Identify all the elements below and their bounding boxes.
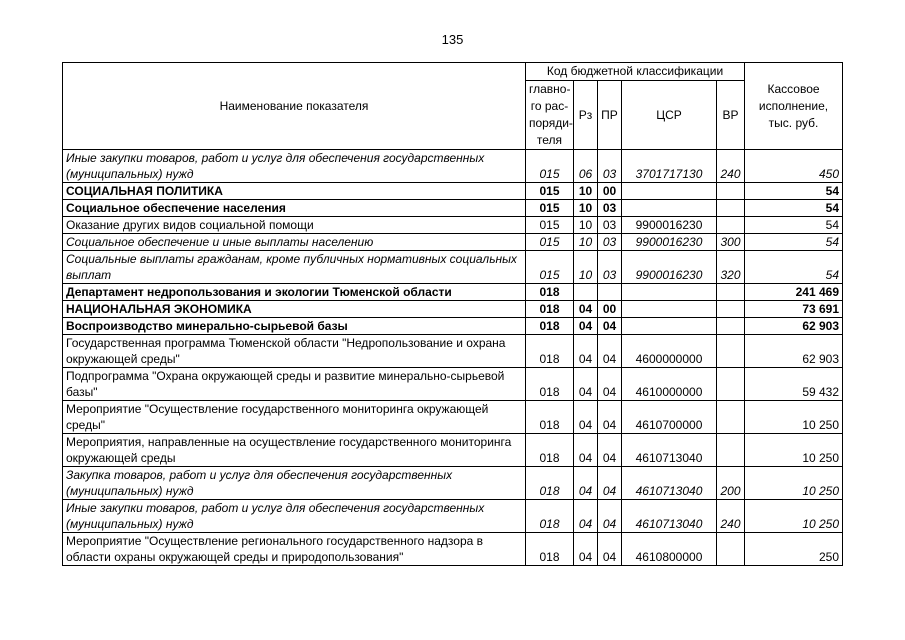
header-code-group: Код бюджетной классификации	[526, 63, 745, 81]
cell-csr: 4610700000	[622, 401, 717, 434]
cell-csr: 4610000000	[622, 368, 717, 401]
cell-csr: 9900016230	[622, 234, 717, 251]
cell-amount: 73 691	[745, 301, 843, 318]
cell-name: Социальное обеспечение и иные выплаты населению	[63, 234, 526, 251]
cell-name: СОЦИАЛЬНАЯ ПОЛИТИКА	[63, 183, 526, 200]
cell-rz: 04	[574, 533, 598, 566]
cell-glav: 018	[526, 401, 574, 434]
cell-name: Мероприятие "Осуществление регионального государственного надзора в области охраны окружающей среды и природопользования"	[63, 533, 526, 566]
cell-vr	[717, 200, 745, 217]
cell-glav: 018	[526, 301, 574, 318]
cell-pr: 04	[598, 467, 622, 500]
cell-amount: 10 250	[745, 500, 843, 533]
cell-glav: 018	[526, 335, 574, 368]
header-amount: Кассовое исполнение, тыс. руб.	[745, 63, 843, 150]
cell-csr: 4610713040	[622, 500, 717, 533]
cell-rz: 04	[574, 368, 598, 401]
cell-rz: 10	[574, 217, 598, 234]
table-row	[63, 401, 843, 434]
cell-pr: 04	[598, 500, 622, 533]
cell-glav: 015	[526, 150, 574, 183]
cell-amount: 241 469	[745, 284, 843, 301]
cell-amount: 59 432	[745, 368, 843, 401]
table-row	[63, 368, 843, 401]
table-row	[63, 200, 843, 217]
cell-csr	[622, 284, 717, 301]
cell-pr	[598, 284, 622, 301]
table-row	[63, 284, 843, 301]
header-rz: Рз	[574, 81, 598, 150]
cell-rz: 10	[574, 251, 598, 284]
cell-glav: 018	[526, 284, 574, 301]
cell-name: Подпрограмма "Охрана окружающей среды и развитие минерально-сырьевой базы"	[63, 368, 526, 401]
cell-pr: 04	[598, 368, 622, 401]
cell-vr	[717, 318, 745, 335]
cell-name: НАЦИОНАЛЬНАЯ ЭКОНОМИКА	[63, 301, 526, 318]
table-row	[63, 301, 843, 318]
cell-glav: 018	[526, 467, 574, 500]
table-row	[63, 335, 843, 368]
cell-pr: 03	[598, 251, 622, 284]
cell-vr: 240	[717, 500, 745, 533]
cell-amount: 10 250	[745, 467, 843, 500]
cell-rz	[574, 284, 598, 301]
cell-glav: 018	[526, 318, 574, 335]
cell-vr: 320	[717, 251, 745, 284]
cell-csr: 4610713040	[622, 467, 717, 500]
table-row	[63, 467, 843, 500]
cell-amount: 250	[745, 533, 843, 566]
cell-pr: 03	[598, 234, 622, 251]
cell-name: Оказание других видов социальной помощи	[63, 217, 526, 234]
cell-vr	[717, 217, 745, 234]
cell-name: Иные закупки товаров, работ и услуг для обеспечения государственных (муниципальных) нужд	[63, 150, 526, 183]
cell-pr: 04	[598, 401, 622, 434]
table-header	[63, 63, 843, 150]
cell-csr	[622, 183, 717, 200]
cell-glav: 015	[526, 183, 574, 200]
cell-pr: 04	[598, 335, 622, 368]
cell-rz: 10	[574, 200, 598, 217]
cell-pr: 03	[598, 217, 622, 234]
cell-amount: 62 903	[745, 318, 843, 335]
cell-name: Государственная программа Тюменской области "Недропользование и охрана окружающей среды"	[63, 335, 526, 368]
cell-vr	[717, 434, 745, 467]
cell-glav: 015	[526, 217, 574, 234]
cell-amount: 450	[745, 150, 843, 183]
header-vr: ВР	[717, 81, 745, 150]
cell-rz: 04	[574, 318, 598, 335]
page-number: 135	[441, 32, 464, 47]
table-row	[63, 533, 843, 566]
cell-amount: 54	[745, 234, 843, 251]
budget-table	[62, 62, 843, 566]
cell-amount: 54	[745, 251, 843, 284]
cell-rz: 10	[574, 183, 598, 200]
cell-rz: 04	[574, 401, 598, 434]
cell-vr	[717, 301, 745, 318]
table-row	[63, 217, 843, 234]
cell-pr: 04	[598, 434, 622, 467]
cell-glav: 018	[526, 434, 574, 467]
cell-csr: 9900016230	[622, 217, 717, 234]
cell-csr	[622, 301, 717, 318]
cell-name: Закупка товаров, работ и услуг для обеспечения государственных (муниципальных) нужд	[63, 467, 526, 500]
cell-pr: 03	[598, 150, 622, 183]
cell-vr: 200	[717, 467, 745, 500]
cell-pr: 04	[598, 318, 622, 335]
cell-vr	[717, 183, 745, 200]
cell-name: Воспроизводство минерально-сырьевой базы	[63, 318, 526, 335]
table-row	[63, 434, 843, 467]
cell-vr	[717, 284, 745, 301]
cell-name: Социальные выплаты гражданам, кроме публичных нормативных социальных выплат	[63, 251, 526, 284]
cell-rz: 04	[574, 301, 598, 318]
cell-pr: 00	[598, 301, 622, 318]
cell-amount: 54	[745, 200, 843, 217]
table-row	[63, 500, 843, 533]
cell-amount: 10 250	[745, 401, 843, 434]
table-row	[63, 251, 843, 284]
cell-amount: 62 903	[745, 335, 843, 368]
cell-rz: 04	[574, 434, 598, 467]
cell-name: Иные закупки товаров, работ и услуг для обеспечения государственных (муниципальных) нужд	[63, 500, 526, 533]
cell-amount: 54	[745, 183, 843, 200]
cell-rz: 10	[574, 234, 598, 251]
cell-name: Социальное обеспечение населения	[63, 200, 526, 217]
cell-glav: 018	[526, 368, 574, 401]
cell-vr	[717, 533, 745, 566]
cell-csr: 4610800000	[622, 533, 717, 566]
cell-rz: 04	[574, 500, 598, 533]
cell-vr	[717, 368, 745, 401]
table-body	[63, 150, 843, 566]
cell-vr	[717, 335, 745, 368]
cell-csr	[622, 200, 717, 217]
cell-name: Департамент недропользования и экологии Тюменской области	[63, 284, 526, 301]
cell-name: Мероприятие "Осуществление государственного мониторинга окружающей среды"	[63, 401, 526, 434]
cell-glav: 015	[526, 251, 574, 284]
cell-vr: 300	[717, 234, 745, 251]
cell-amount: 10 250	[745, 434, 843, 467]
cell-vr: 240	[717, 150, 745, 183]
table-row	[63, 183, 843, 200]
cell-pr: 03	[598, 200, 622, 217]
header-glav: главно-го рас-поряди-теля	[526, 81, 574, 150]
table-row	[63, 150, 843, 183]
cell-rz: 06	[574, 150, 598, 183]
cell-glav: 015	[526, 234, 574, 251]
cell-rz: 04	[574, 467, 598, 500]
header-pr: ПР	[598, 81, 622, 150]
cell-csr: 9900016230	[622, 251, 717, 284]
cell-glav: 018	[526, 500, 574, 533]
table-row	[63, 318, 843, 335]
cell-pr: 00	[598, 183, 622, 200]
cell-csr	[622, 318, 717, 335]
cell-glav: 015	[526, 200, 574, 217]
table-row	[63, 234, 843, 251]
header-name: Наименование показателя	[63, 63, 526, 150]
header-csr: ЦСР	[622, 81, 717, 150]
cell-rz: 04	[574, 335, 598, 368]
cell-csr: 4600000000	[622, 335, 717, 368]
cell-glav: 018	[526, 533, 574, 566]
cell-vr	[717, 401, 745, 434]
cell-csr: 3701717130	[622, 150, 717, 183]
cell-pr: 04	[598, 533, 622, 566]
cell-csr: 4610713040	[622, 434, 717, 467]
cell-name: Мероприятия, направленные на осуществление государственного мониторинга окружающей среды	[63, 434, 526, 467]
cell-amount: 54	[745, 217, 843, 234]
